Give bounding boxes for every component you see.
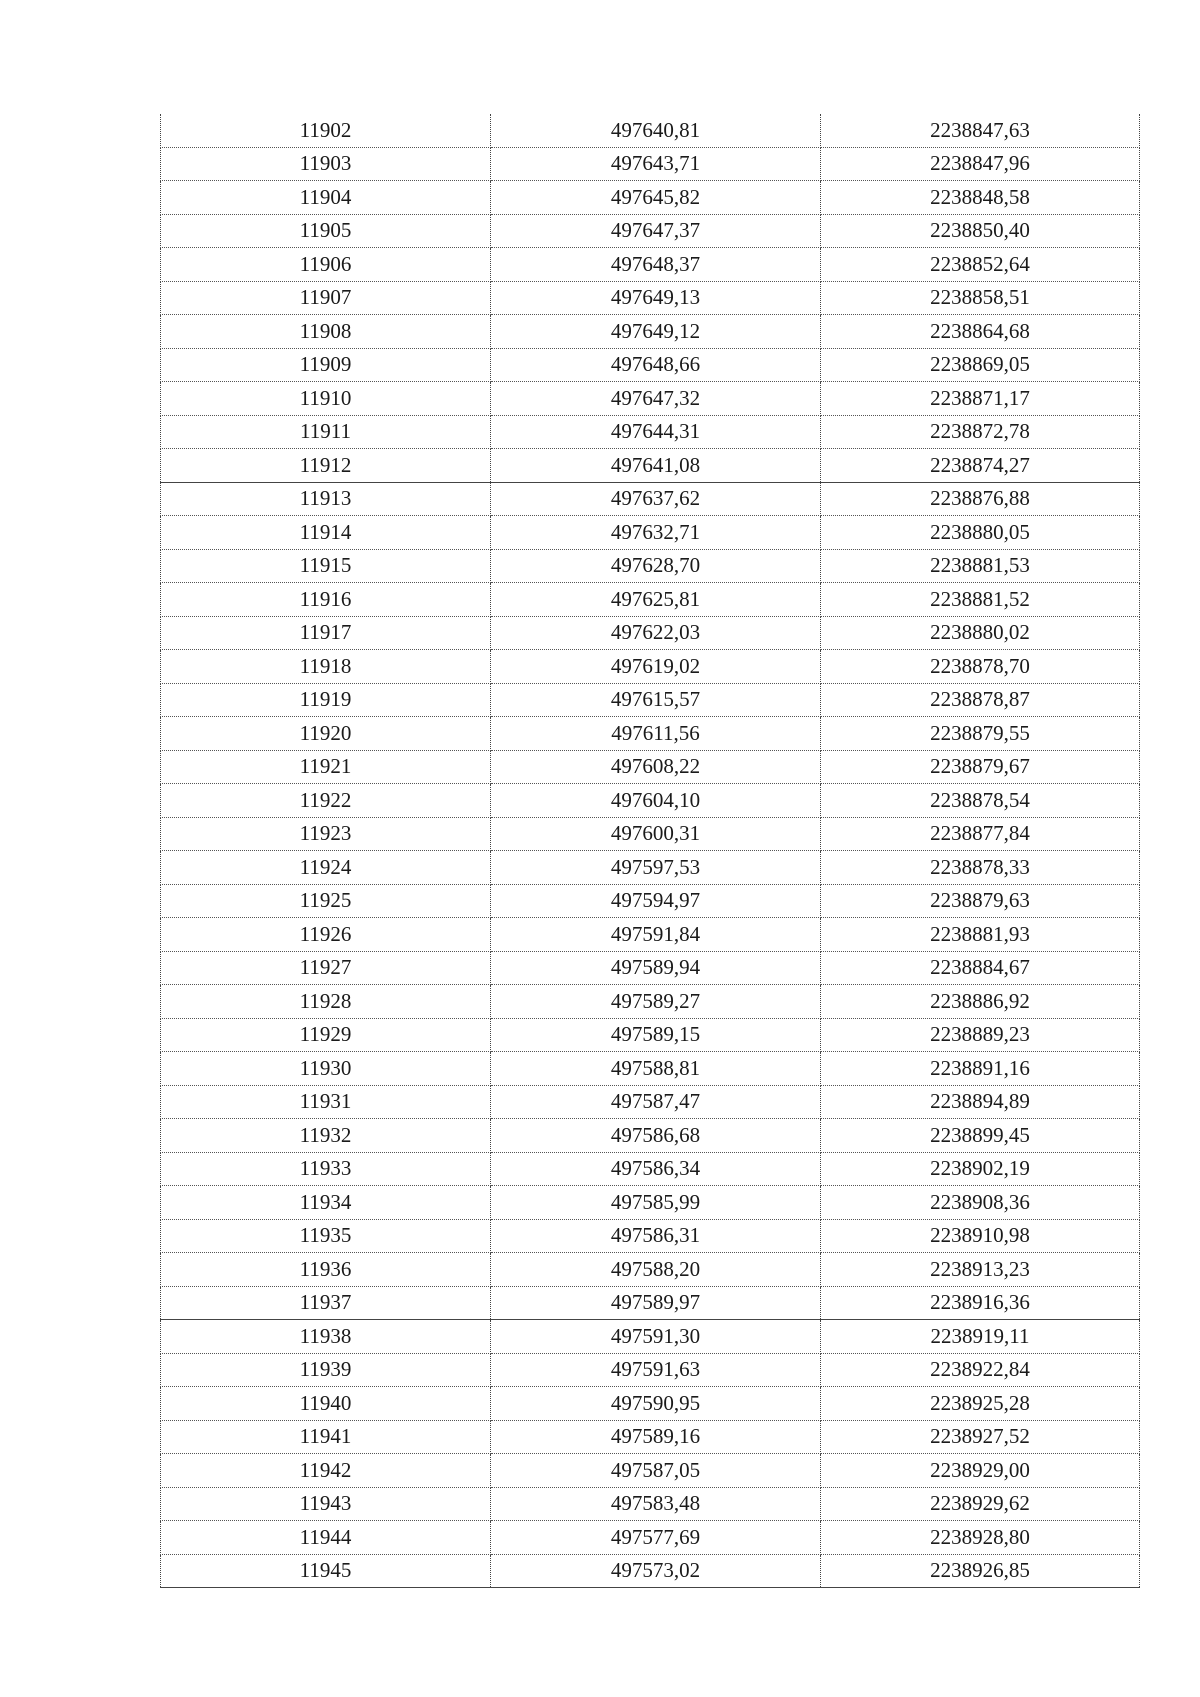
x-coordinate-cell: 497648,66 [491, 348, 821, 382]
y-coordinate-cell: 2238847,96 [821, 147, 1140, 181]
x-coordinate-cell: 497591,63 [491, 1353, 821, 1387]
point-number-cell: 11939 [161, 1353, 491, 1387]
x-coordinate-cell: 497643,71 [491, 147, 821, 181]
point-number-cell: 11920 [161, 717, 491, 751]
table-row [161, 1186, 1140, 1220]
x-coordinate-cell: 497649,12 [491, 315, 821, 349]
point-number-cell: 11905 [161, 214, 491, 248]
table-row [161, 1320, 1140, 1354]
table-row [161, 583, 1140, 617]
table-row [161, 549, 1140, 583]
x-coordinate-cell: 497589,97 [491, 1286, 821, 1320]
table-row [161, 1521, 1140, 1555]
x-coordinate-cell: 497587,05 [491, 1454, 821, 1488]
point-number-cell: 11915 [161, 549, 491, 583]
y-coordinate-cell: 2238913,23 [821, 1253, 1140, 1287]
x-coordinate-cell: 497648,37 [491, 248, 821, 282]
point-number-cell: 11944 [161, 1521, 491, 1555]
point-number-cell: 11928 [161, 985, 491, 1019]
x-coordinate-cell: 497597,53 [491, 851, 821, 885]
table-row [161, 181, 1140, 215]
coordinates-table-body [161, 114, 1140, 1588]
y-coordinate-cell: 2238864,68 [821, 315, 1140, 349]
table-row [161, 348, 1140, 382]
y-coordinate-cell: 2238848,58 [821, 181, 1140, 215]
x-coordinate-cell: 497637,62 [491, 482, 821, 516]
table-row [161, 817, 1140, 851]
table-row [161, 1487, 1140, 1521]
x-coordinate-cell: 497619,02 [491, 650, 821, 684]
x-coordinate-cell: 497632,71 [491, 516, 821, 550]
y-coordinate-cell: 2238919,11 [821, 1320, 1140, 1354]
x-coordinate-cell: 497589,16 [491, 1420, 821, 1454]
point-number-cell: 11924 [161, 851, 491, 885]
table-row [161, 147, 1140, 181]
y-coordinate-cell: 2238927,52 [821, 1420, 1140, 1454]
table-row [161, 650, 1140, 684]
x-coordinate-cell: 497649,13 [491, 281, 821, 315]
point-number-cell: 11917 [161, 616, 491, 650]
point-number-cell: 11919 [161, 683, 491, 717]
y-coordinate-cell: 2238850,40 [821, 214, 1140, 248]
y-coordinate-cell: 2238925,28 [821, 1387, 1140, 1421]
table-row [161, 884, 1140, 918]
table-row [161, 683, 1140, 717]
x-coordinate-cell: 497625,81 [491, 583, 821, 617]
x-coordinate-cell: 497573,02 [491, 1554, 821, 1588]
x-coordinate-cell: 497588,20 [491, 1253, 821, 1287]
point-number-cell: 11910 [161, 382, 491, 416]
table-row [161, 1052, 1140, 1086]
y-coordinate-cell: 2238916,36 [821, 1286, 1140, 1320]
x-coordinate-cell: 497628,70 [491, 549, 821, 583]
x-coordinate-cell: 497591,30 [491, 1320, 821, 1354]
point-number-cell: 11912 [161, 449, 491, 483]
table-row [161, 114, 1140, 147]
table-row [161, 315, 1140, 349]
point-number-cell: 11908 [161, 315, 491, 349]
table-row [161, 1387, 1140, 1421]
y-coordinate-cell: 2238872,78 [821, 415, 1140, 449]
point-number-cell: 11930 [161, 1052, 491, 1086]
y-coordinate-cell: 2238879,67 [821, 750, 1140, 784]
point-number-cell: 11913 [161, 482, 491, 516]
point-number-cell: 11938 [161, 1320, 491, 1354]
point-number-cell: 11945 [161, 1554, 491, 1588]
y-coordinate-cell: 2238874,27 [821, 449, 1140, 483]
y-coordinate-cell: 2238847,63 [821, 114, 1140, 147]
point-number-cell: 11911 [161, 415, 491, 449]
point-number-cell: 11942 [161, 1454, 491, 1488]
point-number-cell: 11943 [161, 1487, 491, 1521]
x-coordinate-cell: 497585,99 [491, 1186, 821, 1220]
table-row [161, 1554, 1140, 1588]
point-number-cell: 11935 [161, 1219, 491, 1253]
table-row [161, 951, 1140, 985]
point-number-cell: 11916 [161, 583, 491, 617]
point-number-cell: 11923 [161, 817, 491, 851]
x-coordinate-cell: 497586,31 [491, 1219, 821, 1253]
x-coordinate-cell: 497589,27 [491, 985, 821, 1019]
point-number-cell: 11927 [161, 951, 491, 985]
point-number-cell: 11931 [161, 1085, 491, 1119]
x-coordinate-cell: 497641,08 [491, 449, 821, 483]
y-coordinate-cell: 2238878,33 [821, 851, 1140, 885]
x-coordinate-cell: 497594,97 [491, 884, 821, 918]
y-coordinate-cell: 2238922,84 [821, 1353, 1140, 1387]
table-row [161, 851, 1140, 885]
table-row [161, 415, 1140, 449]
table-row [161, 482, 1140, 516]
x-coordinate-cell: 497647,32 [491, 382, 821, 416]
y-coordinate-cell: 2238879,63 [821, 884, 1140, 918]
y-coordinate-cell: 2238858,51 [821, 281, 1140, 315]
table-row [161, 1353, 1140, 1387]
x-coordinate-cell: 497589,15 [491, 1018, 821, 1052]
point-number-cell: 11918 [161, 650, 491, 684]
y-coordinate-cell: 2238894,89 [821, 1085, 1140, 1119]
x-coordinate-cell: 497588,81 [491, 1052, 821, 1086]
table-row [161, 1253, 1140, 1287]
y-coordinate-cell: 2238878,70 [821, 650, 1140, 684]
y-coordinate-cell: 2238869,05 [821, 348, 1140, 382]
point-number-cell: 11902 [161, 114, 491, 147]
point-number-cell: 11921 [161, 750, 491, 784]
y-coordinate-cell: 2238910,98 [821, 1219, 1140, 1253]
x-coordinate-cell: 497587,47 [491, 1085, 821, 1119]
point-number-cell: 11937 [161, 1286, 491, 1320]
table-row [161, 1085, 1140, 1119]
table-row [161, 1018, 1140, 1052]
point-number-cell: 11941 [161, 1420, 491, 1454]
table-row [161, 516, 1140, 550]
point-number-cell: 11903 [161, 147, 491, 181]
y-coordinate-cell: 2238891,16 [821, 1052, 1140, 1086]
x-coordinate-cell: 497600,31 [491, 817, 821, 851]
y-coordinate-cell: 2238929,62 [821, 1487, 1140, 1521]
y-coordinate-cell: 2238928,80 [821, 1521, 1140, 1555]
table-row [161, 1454, 1140, 1488]
y-coordinate-cell: 2238929,00 [821, 1454, 1140, 1488]
table-row [161, 1119, 1140, 1153]
y-coordinate-cell: 2238852,64 [821, 248, 1140, 282]
x-coordinate-cell: 497647,37 [491, 214, 821, 248]
y-coordinate-cell: 2238879,55 [821, 717, 1140, 751]
x-coordinate-cell: 497589,94 [491, 951, 821, 985]
table-row [161, 1219, 1140, 1253]
x-coordinate-cell: 497615,57 [491, 683, 821, 717]
x-coordinate-cell: 497586,34 [491, 1152, 821, 1186]
y-coordinate-cell: 2238899,45 [821, 1119, 1140, 1153]
table-row [161, 1286, 1140, 1320]
x-coordinate-cell: 497640,81 [491, 114, 821, 147]
table-row [161, 918, 1140, 952]
point-number-cell: 11934 [161, 1186, 491, 1220]
x-coordinate-cell: 497591,84 [491, 918, 821, 952]
point-number-cell: 11914 [161, 516, 491, 550]
table-row [161, 248, 1140, 282]
point-number-cell: 11933 [161, 1152, 491, 1186]
point-number-cell: 11929 [161, 1018, 491, 1052]
x-coordinate-cell: 497644,31 [491, 415, 821, 449]
y-coordinate-cell: 2238880,02 [821, 616, 1140, 650]
coordinates-table [160, 114, 1140, 1588]
y-coordinate-cell: 2238876,88 [821, 482, 1140, 516]
x-coordinate-cell: 497604,10 [491, 784, 821, 818]
y-coordinate-cell: 2238926,85 [821, 1554, 1140, 1588]
table-row [161, 616, 1140, 650]
x-coordinate-cell: 497577,69 [491, 1521, 821, 1555]
point-number-cell: 11909 [161, 348, 491, 382]
point-number-cell: 11907 [161, 281, 491, 315]
y-coordinate-cell: 2238884,67 [821, 951, 1140, 985]
x-coordinate-cell: 497608,22 [491, 750, 821, 784]
point-number-cell: 11926 [161, 918, 491, 952]
y-coordinate-cell: 2238877,84 [821, 817, 1140, 851]
table-row [161, 449, 1140, 483]
table-row [161, 985, 1140, 1019]
point-number-cell: 11906 [161, 248, 491, 282]
table-row [161, 281, 1140, 315]
y-coordinate-cell: 2238908,36 [821, 1186, 1140, 1220]
point-number-cell: 11940 [161, 1387, 491, 1421]
y-coordinate-cell: 2238878,54 [821, 784, 1140, 818]
y-coordinate-cell: 2238881,52 [821, 583, 1140, 617]
point-number-cell: 11922 [161, 784, 491, 818]
point-number-cell: 11932 [161, 1119, 491, 1153]
y-coordinate-cell: 2238871,17 [821, 382, 1140, 416]
table-row [161, 784, 1140, 818]
point-number-cell: 11904 [161, 181, 491, 215]
y-coordinate-cell: 2238886,92 [821, 985, 1140, 1019]
table-row [161, 1420, 1140, 1454]
x-coordinate-cell: 497645,82 [491, 181, 821, 215]
x-coordinate-cell: 497583,48 [491, 1487, 821, 1521]
point-number-cell: 11936 [161, 1253, 491, 1287]
table-row [161, 382, 1140, 416]
point-number-cell: 11925 [161, 884, 491, 918]
x-coordinate-cell: 497586,68 [491, 1119, 821, 1153]
x-coordinate-cell: 497611,56 [491, 717, 821, 751]
table-row [161, 1152, 1140, 1186]
x-coordinate-cell: 497590,95 [491, 1387, 821, 1421]
y-coordinate-cell: 2238902,19 [821, 1152, 1140, 1186]
y-coordinate-cell: 2238889,23 [821, 1018, 1140, 1052]
y-coordinate-cell: 2238878,87 [821, 683, 1140, 717]
y-coordinate-cell: 2238881,93 [821, 918, 1140, 952]
table-row [161, 214, 1140, 248]
table-row [161, 717, 1140, 751]
y-coordinate-cell: 2238881,53 [821, 549, 1140, 583]
table-row [161, 750, 1140, 784]
y-coordinate-cell: 2238880,05 [821, 516, 1140, 550]
x-coordinate-cell: 497622,03 [491, 616, 821, 650]
